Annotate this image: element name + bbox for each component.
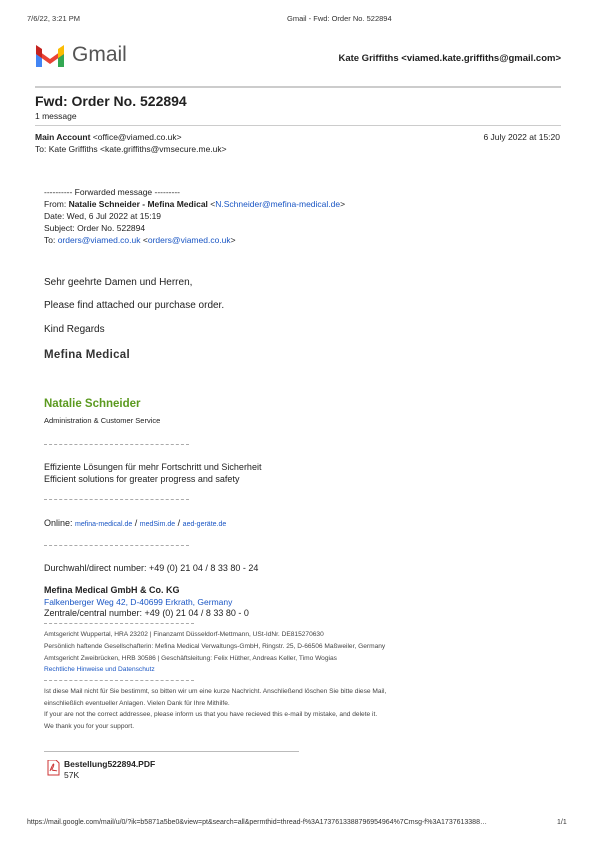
tagline-de: Effiziente Lösungen für mehr Fortschritt und Sicherheit bbox=[44, 462, 262, 472]
divider bbox=[44, 680, 194, 681]
attachment-name[interactable]: Bestellung522894.PDF bbox=[64, 759, 156, 769]
tagline-en: Efficient solutions for greater progress and safety bbox=[44, 474, 240, 484]
legal-line: Amtsgericht Wuppertal, HRA 23202 | Finanzamt Düsseldorf-Mettmann, USt-IdNr. DE815270630 bbox=[44, 631, 324, 638]
forwarded-to-link[interactable]: orders@viamed.co.uk bbox=[57, 235, 141, 245]
link-aed[interactable]: aed-geräte.de bbox=[182, 521, 227, 528]
disclaimer-line: If your are not the correct addressee, please inform us that you have recieved this e-mail by mistake, and delete it. bbox=[44, 711, 378, 718]
legal-line: Persönlich haftende Gesellschafterin: Mefina Medical Verwaltungs-GmbH, Ringstr. 25, D-66506 Maßweiler, Germany bbox=[44, 643, 386, 650]
legal-link-row bbox=[44, 666, 155, 673]
forwarded-from bbox=[44, 199, 345, 209]
signature-role: Administration & Customer Service bbox=[44, 416, 161, 425]
divider bbox=[44, 444, 189, 445]
separator: / bbox=[132, 518, 140, 528]
divider bbox=[44, 623, 194, 624]
gt: > bbox=[230, 235, 236, 245]
body-line: Please find attached our purchase order. bbox=[44, 300, 225, 311]
message-count: 1 message bbox=[35, 111, 77, 121]
disclaimer-line: einschließlich eventueller Anlagen. Vielen Dank für Ihre Mithilfe. bbox=[44, 700, 230, 707]
lt: < bbox=[140, 235, 148, 245]
divider bbox=[44, 499, 189, 500]
account-label: Kate Griffiths <viamed.kate.griffiths@gmail.com> bbox=[338, 53, 561, 64]
gmail-logo bbox=[35, 44, 135, 70]
to-label: To: bbox=[44, 235, 58, 245]
message-divider bbox=[35, 125, 561, 126]
attachment-size: 57K bbox=[64, 770, 80, 780]
company-address-link[interactable]: Falkenberger Weg 42, D-40699 Erkrath, Germany bbox=[44, 597, 233, 607]
forwarded-to-link-2[interactable]: orders@viamed.co.uk bbox=[147, 235, 231, 245]
header-divider bbox=[35, 86, 561, 88]
forwarded-to bbox=[44, 235, 236, 245]
attachment-divider bbox=[44, 751, 299, 752]
gt: > bbox=[340, 199, 346, 209]
forwarded-subject: Subject: Order No. 522894 bbox=[44, 223, 146, 233]
gmail-wordmark: Gmail bbox=[72, 43, 127, 66]
separator: / bbox=[175, 518, 183, 528]
print-title: Gmail - Fwd: Order No. 522894 bbox=[287, 14, 392, 23]
divider bbox=[44, 545, 189, 546]
print-url: https://mail.google.com/mail/u/0/?ik=b5871a5be0&view=pt&search=all&permthid=thread-f%3A1737613388796954964%7Cmsg-f%3A1737613388… bbox=[27, 819, 487, 826]
message-to: To: Kate Griffiths <kate.griffiths@vmsecure.me.uk> bbox=[35, 144, 227, 154]
thread-subject: Fwd: Order No. 522894 bbox=[35, 93, 187, 109]
online-links bbox=[44, 518, 226, 528]
from-label: From: bbox=[44, 199, 69, 209]
company-name: Mefina Medical GmbH & Co. KG bbox=[44, 585, 180, 595]
closing: Kind Regards bbox=[44, 324, 105, 335]
message-date: 6 July 2022 at 15:20 bbox=[483, 132, 560, 142]
pdf-icon[interactable] bbox=[47, 760, 60, 776]
online-label: Online: bbox=[44, 518, 76, 528]
gmail-logo-icon bbox=[35, 45, 65, 68]
print-datetime: 7/6/22, 3:21 PM bbox=[27, 14, 80, 23]
forwarded-header: ---------- Forwarded message --------- bbox=[44, 187, 180, 197]
central-number: Zentrale/central number: +49 (0) 21 04 / 8 33 80 - 0 bbox=[44, 608, 249, 618]
forwarded-sender-email-link[interactable]: N.Schneider@mefina-medical.de bbox=[215, 199, 341, 209]
brand-name: Mefina Medical bbox=[44, 349, 130, 361]
link-mefina[interactable]: mefina-medical.de bbox=[75, 521, 133, 528]
lt: < bbox=[207, 199, 216, 209]
sender-name: Main Account bbox=[35, 132, 91, 142]
print-page: 1/1 bbox=[557, 819, 567, 826]
disclaimer-line: Ist diese Mail nicht für Sie bestimmt, so bitten wir um eine kurze Nachricht. Anschließend löschen Sie bitte diese Mail, bbox=[44, 688, 387, 695]
sender-email: <office@viamed.co.uk> bbox=[92, 132, 182, 142]
disclaimer-line: We thank you for your support. bbox=[44, 723, 135, 730]
forwarded-date: Date: Wed, 6 Jul 2022 at 15:19 bbox=[44, 211, 162, 221]
message-from bbox=[35, 132, 182, 142]
legal-link[interactable]: Rechtliche Hinweise und Datenschutz bbox=[44, 666, 155, 673]
legal-line: Amtsgericht Zweibrücken, HRB 30586 | Geschäftsleitung: Felix Hüther, Andreas Keller, Timo Wogias bbox=[44, 655, 337, 662]
direct-number: Durchwahl/direct number: +49 (0) 21 04 / 8 33 80 - 24 bbox=[44, 563, 259, 573]
greeting: Sehr geehrte Damen und Herren, bbox=[44, 277, 193, 288]
signature-name: Natalie Schneider bbox=[44, 398, 141, 410]
link-medsim[interactable]: medSim.de bbox=[139, 521, 176, 528]
forwarded-sender-name: Natalie Schneider - Mefina Medical bbox=[68, 199, 208, 209]
